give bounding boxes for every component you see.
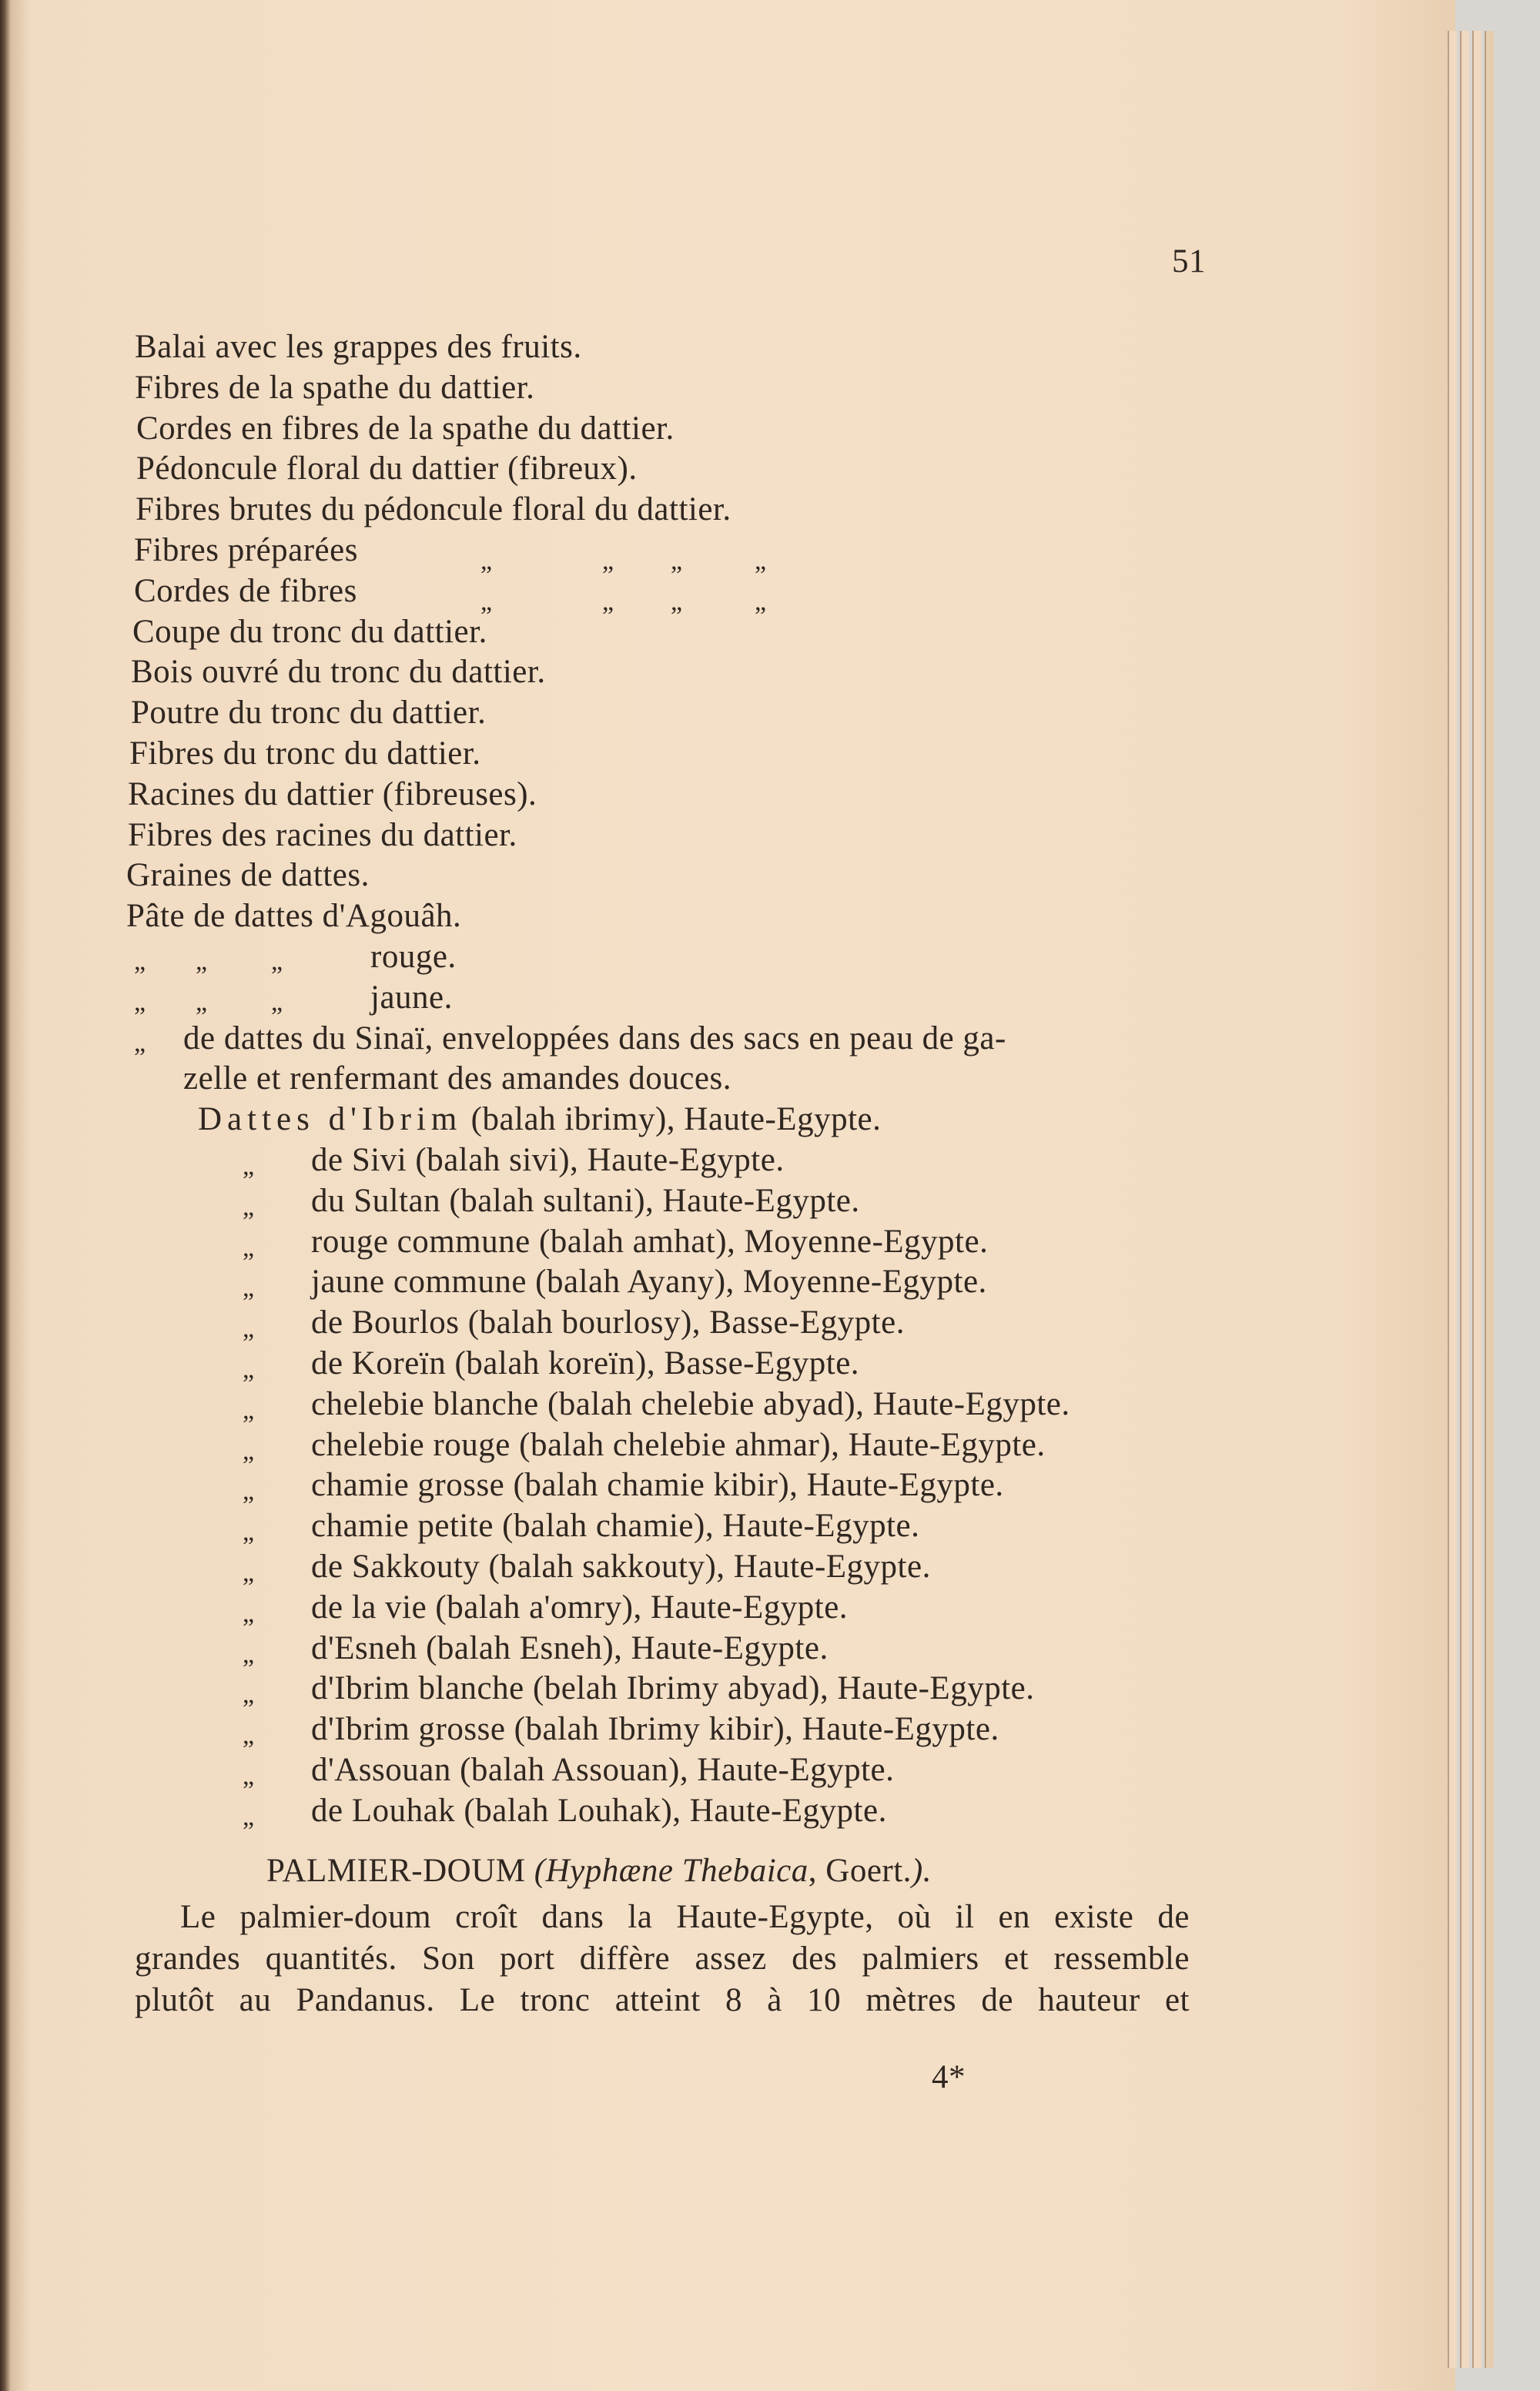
paragraph-line: grandes quantités. Son port diffère assez des palmiers et ressemble <box>135 1941 1190 1977</box>
ditto-mark: „ <box>480 547 493 575</box>
list-line: zelle et renfermant des amandes douces. <box>183 1060 732 1097</box>
page-edge <box>1448 31 1457 2368</box>
list-line: Graines de dattes. <box>126 857 370 894</box>
ditto-mark: „ <box>243 1233 255 1262</box>
list-line: Fibres du tronc du dattier. <box>129 735 481 772</box>
variety-line: de Bourlos (balah bourlosy), Basse-Egypte. <box>311 1304 905 1341</box>
ditto-mark: „ <box>671 587 683 616</box>
ditto-mark: „ <box>271 947 283 976</box>
list-line: Racines du dattier (fibreuses). <box>128 775 537 812</box>
list-line: Fibres brutes du pédoncule floral du dattier. <box>136 491 732 528</box>
heading-rest: , Goert. <box>808 1853 912 1889</box>
variety-line: d'Assouan (balah Assouan), Haute-Egypte. <box>311 1752 895 1788</box>
variety-line: rouge commune (balah amhat), Moyenne-Egypte. <box>311 1223 989 1260</box>
variety-line: du Sultan (balah sultani), Haute-Egypte. <box>311 1182 860 1219</box>
ditto-mark: „ <box>243 1314 255 1344</box>
variety-line: de Sakkouty (balah sakkouty), Haute-Egypte. <box>311 1549 931 1585</box>
ditto-mark: „ <box>243 1762 255 1790</box>
heading-close: ). <box>911 1853 932 1889</box>
ditto-mark: „ <box>243 1477 255 1506</box>
ditto-mark: „ <box>602 587 614 616</box>
variety-line: d'Ibrim blanche (belah Ibrimy abyad), Haute-Egypte. <box>311 1670 1035 1707</box>
variety-line: chamie petite (balah chamie), Haute-Egypte. <box>311 1508 920 1545</box>
list-line: Coupe du tronc du dattier. <box>132 613 487 650</box>
variety-line: chamie grosse (balah chamie kibir), Haute-Egypte. <box>311 1467 1004 1504</box>
variety-line: de Louhak (balah Louhak), Haute-Egypte. <box>311 1792 887 1829</box>
ditto-mark: „ <box>755 587 767 616</box>
ditto-mark: „ <box>134 987 146 1016</box>
ditto-mark: „ <box>196 987 208 1016</box>
ditto-mark: „ <box>243 1639 255 1669</box>
list-line: Poutre du tronc du dattier. <box>131 695 487 732</box>
variety-line: de Sivi (balah sivi), Haute-Egypte. <box>311 1142 785 1178</box>
variety-line: chelebie blanche (balah chelebie abyad), Haute-Egypte. <box>311 1385 1070 1422</box>
ditto-mark: „ <box>243 1355 255 1384</box>
ditto-mark: „ <box>243 1721 255 1750</box>
list-line: de dattes du Sinaï, enveloppées dans des sacs en peau de ga- <box>183 1020 1006 1057</box>
ditto-mark: „ <box>243 1680 255 1710</box>
page-edge <box>1460 31 1469 2368</box>
signature-mark: 4* <box>932 2059 966 2095</box>
ditto-mark: „ <box>243 1274 255 1303</box>
heading-italic: Hyphæne Thebaica <box>545 1853 808 1889</box>
list-line: rouge. <box>370 939 457 975</box>
list-line: Fibres des racines du dattier. <box>128 816 517 853</box>
dattes-title: Dattes d'Ibrim <box>198 1101 463 1138</box>
list-line: Bois ouvré du tronc du dattier. <box>131 654 546 691</box>
ditto-mark: „ <box>271 987 283 1016</box>
list-line: Pâte de dattes d'Agouâh. <box>126 898 462 935</box>
heading-main: PALMIER-DOUM <box>266 1853 534 1889</box>
ditto-mark: „ <box>243 1518 255 1547</box>
ditto-mark: „ <box>671 547 683 575</box>
ditto-mark: „ <box>243 1395 255 1425</box>
list-line: Fibres de la spathe du dattier. <box>135 369 535 406</box>
section-heading <box>266 1851 932 1891</box>
list-line: Fibres préparées <box>134 532 358 568</box>
heading-open: ( <box>534 1853 546 1889</box>
ditto-mark: „ <box>243 1436 255 1465</box>
ditto-mark: „ <box>243 1192 255 1221</box>
ditto-mark: „ <box>243 1802 255 1831</box>
variety-line: de la vie (balah a'omry), Haute-Egypte. <box>311 1589 849 1626</box>
ditto-mark: „ <box>480 587 493 616</box>
page-number: 51 <box>1172 243 1206 280</box>
ditto-mark: „ <box>243 1152 255 1180</box>
list-line: Cordes de fibres <box>134 572 357 609</box>
dattes-rest: (balah ibrimy), Haute-Egypte. <box>462 1101 882 1138</box>
variety-line: jaune commune (balah Ayany), Moyenne-Egypte. <box>311 1264 987 1301</box>
ditto-mark: „ <box>602 547 614 575</box>
ditto-mark: „ <box>196 947 208 976</box>
ditto-mark: „ <box>755 547 767 575</box>
list-line: jaune. <box>370 979 453 1016</box>
list-line: Pédoncule floral du dattier (fibreux). <box>136 450 638 487</box>
paragraph-line: plutôt au Pandanus. Le tronc atteint 8 à 10 mètres de hauteur et <box>135 1982 1190 2018</box>
ditto-mark: „ <box>243 1599 255 1628</box>
paragraph-line: Le palmier-doum croît dans la Haute-Egypte, où il en existe de <box>180 1899 1190 1935</box>
variety-line: chelebie rouge (balah chelebie ahmar), Haute-Egypte. <box>311 1426 1046 1463</box>
list-line: Balai avec les grappes des fruits. <box>135 329 582 365</box>
page-edge <box>1485 31 1494 2368</box>
dattes-line <box>198 1100 881 1140</box>
variety-line: d'Ibrim grosse (balah Ibrimy kibir), Haute-Egypte. <box>311 1711 999 1748</box>
variety-line: de Koreïn (balah koreïn), Basse-Egypte. <box>311 1345 860 1381</box>
list-line: Cordes en fibres de la spathe du dattier. <box>136 410 675 447</box>
ditto-mark: „ <box>134 1028 146 1057</box>
ditto-mark: „ <box>134 947 146 976</box>
variety-line: d'Esneh (balah Esneh), Haute-Egypte. <box>311 1629 829 1666</box>
page-edge <box>1472 31 1481 2368</box>
ditto-mark: „ <box>243 1559 255 1587</box>
